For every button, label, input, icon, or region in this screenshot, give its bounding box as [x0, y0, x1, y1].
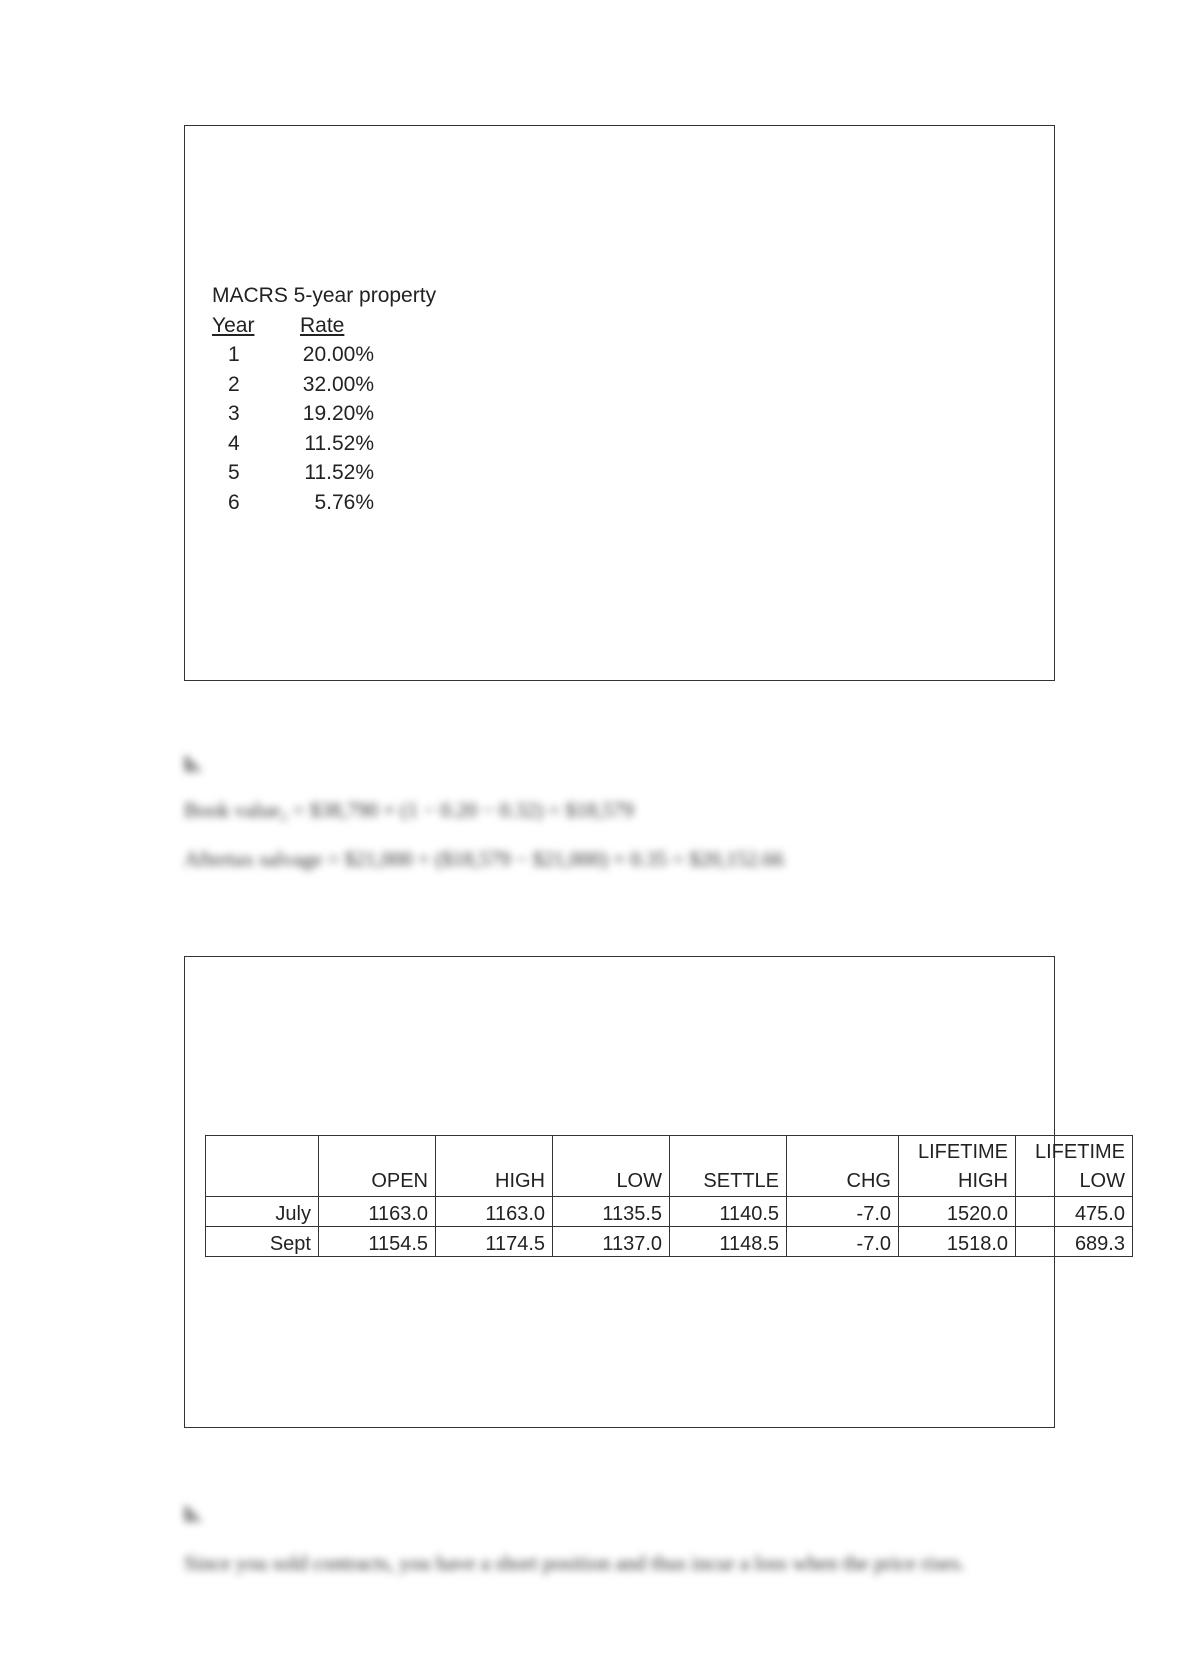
macrs-row: [212, 340, 436, 370]
macrs-row: [212, 399, 436, 429]
macrs-rate: 5.76%: [314, 490, 374, 514]
answer-b-line2: Aftertax salvage = $21,000 + ($18,579 − $21,000) × 0.35 = $20,152.66: [184, 847, 784, 871]
table-cell: 1135.5: [553, 1197, 670, 1227]
macrs-rate: 19.20%: [302, 402, 374, 425]
table-cell: July: [206, 1197, 319, 1227]
table-cell: 1163.0: [319, 1197, 436, 1227]
macrs-year: 2: [228, 372, 240, 396]
macrs-rate: 11.52%: [304, 461, 374, 484]
macrs-year: 6: [228, 490, 240, 514]
answer-c-text: Since you sold contracts, you have a short position and thus incur a loss when the price rises.: [184, 1551, 965, 1575]
table-row: [206, 1197, 1133, 1227]
table-cell: 689.3: [1016, 1227, 1133, 1257]
macrs-row: [212, 488, 436, 518]
macrs-row: [212, 458, 436, 488]
macrs-title: MACRS 5-year property: [212, 284, 437, 307]
header-cell-lifetime-high: LIFETIME HIGH: [899, 1136, 1016, 1197]
header-cell-lifetime-low: LIFETIME LOW: [1016, 1136, 1133, 1197]
answer-c-label: b.: [184, 1502, 202, 1527]
macrs-rate: 20.00%: [302, 343, 374, 366]
header-cell-chg: CHG: [787, 1136, 899, 1197]
macrs-rate-header: Rate: [300, 313, 345, 337]
answer-b-label: b.: [184, 752, 202, 777]
table-cell: 1520.0: [899, 1197, 1016, 1227]
answer-b-line1: Book value₂ = $38,790 × (1 − 0.20 − 0.32) = $18,579: [184, 798, 634, 822]
macrs-table: [212, 281, 436, 517]
table-cell: 475.0: [1016, 1197, 1133, 1227]
header-cell-blank: [206, 1136, 319, 1197]
table-cell: 1148.5: [670, 1227, 787, 1257]
header-cell-settle: SETTLE: [670, 1136, 787, 1197]
futures-header-row: [206, 1136, 1133, 1197]
macrs-year: 3: [228, 402, 240, 425]
table-cell: 1163.0: [436, 1197, 553, 1227]
macrs-year: 5: [228, 461, 240, 484]
macrs-year: 1: [228, 343, 240, 366]
macrs-year-header: Year: [212, 313, 255, 337]
table-cell: -7.0: [787, 1227, 899, 1257]
macrs-row: [212, 370, 436, 400]
macrs-row: [212, 429, 436, 459]
macrs-rate: 32.00%: [302, 372, 374, 396]
macrs-year: 4: [228, 431, 240, 455]
table-cell: 1137.0: [553, 1227, 670, 1257]
futures-table: [205, 1135, 1133, 1257]
table-cell: 1518.0: [899, 1227, 1016, 1257]
table-cell: 1154.5: [319, 1227, 436, 1257]
table-row: [206, 1227, 1133, 1257]
header-cell-open: OPEN: [319, 1136, 436, 1197]
table-cell: Sept: [206, 1227, 319, 1257]
table-cell: -7.0: [787, 1197, 899, 1227]
macrs-rate: 11.52%: [304, 431, 374, 455]
macrs-header-row: [212, 311, 436, 341]
table-cell: 1174.5: [436, 1227, 553, 1257]
table-cell: 1140.5: [670, 1197, 787, 1227]
header-cell-low: LOW: [553, 1136, 670, 1197]
header-cell-high: HIGH: [436, 1136, 553, 1197]
